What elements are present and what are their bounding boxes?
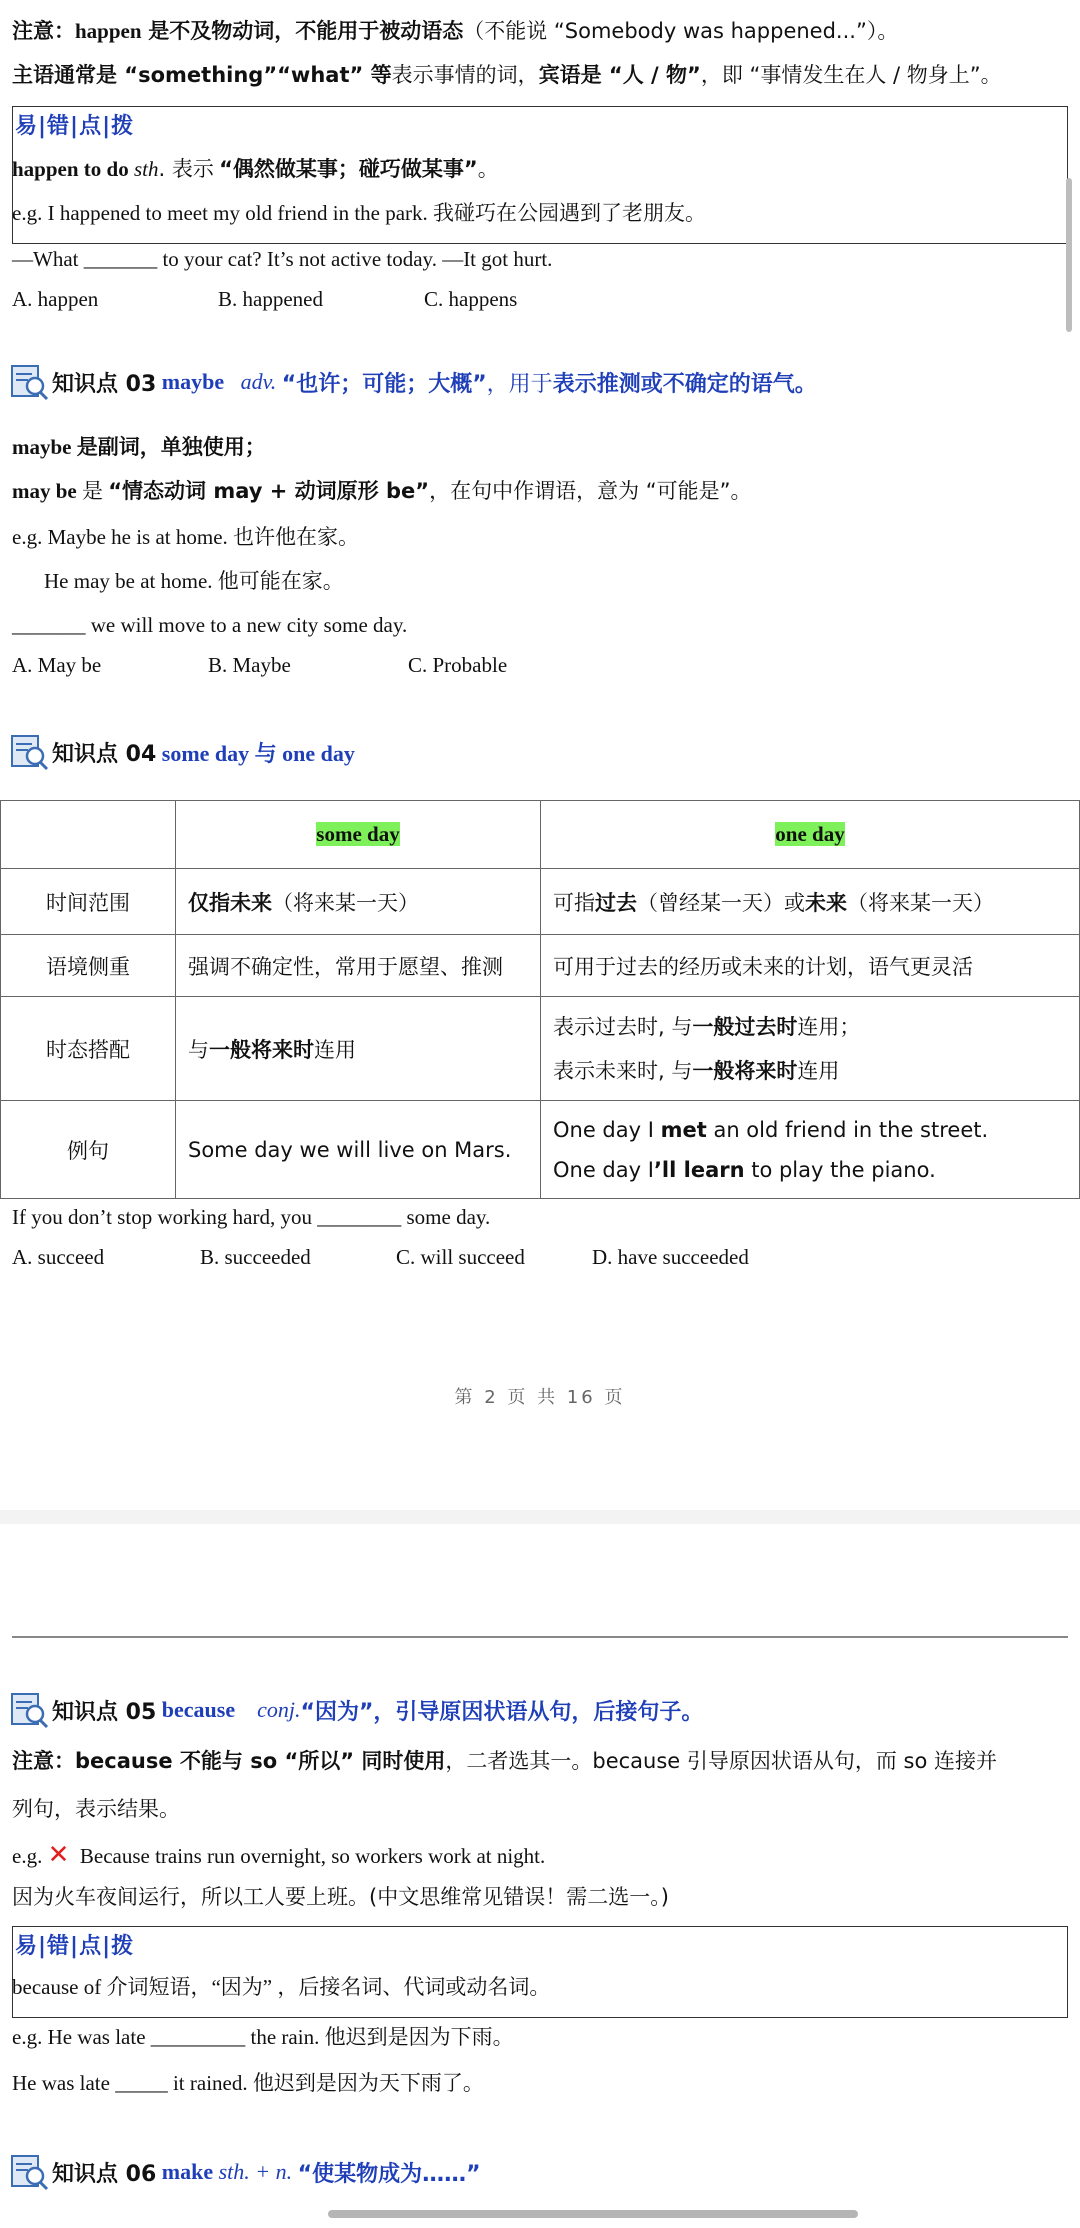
happen-example: e.g. I happened to meet my old friend in the park. 我碰巧在公园遇到了老朋友。 bbox=[12, 201, 707, 225]
table-header-cell: some day bbox=[176, 801, 541, 869]
knowledge-point-icon bbox=[10, 362, 50, 402]
yicuo-tag: 易|错|点|拨 bbox=[15, 1934, 135, 1959]
because-note: 注意：because 不能与 so “所以” 同时使用，二者选其一。because 引导原因状语从句，而 so 连接并 bbox=[12, 1749, 998, 1773]
row-label: 时间范围 bbox=[1, 869, 176, 935]
row-label: 例句 bbox=[1, 1101, 176, 1199]
table-header-cell bbox=[1, 801, 176, 869]
kp04-heading: 知识点 04 some day 与 one day bbox=[10, 732, 355, 772]
kp05-heading: 知识点 05 because conj. “因为”，引导原因状语从句，后接句子。 bbox=[10, 1690, 703, 1730]
page-break bbox=[0, 1510, 1080, 1524]
happen-subject-note: 主语通常是 “something”“what” 等表示事情的词，宾语是 “人 / 物”，即 “事情发生在人 / 物身上”。 bbox=[12, 63, 1002, 87]
vertical-scrollbar[interactable] bbox=[1066, 178, 1072, 332]
because-of-note: because of 介词短语，“因为” ，后接名词、代词或动名词。 bbox=[12, 1975, 551, 1999]
table-cell: One day I met an old friend in the street. One day I’ll learn to play the piano. bbox=[541, 1101, 1080, 1199]
happen-option-c: C. happens bbox=[424, 287, 518, 311]
because-example-2: He was late _____ it rained. 他迟到是因为天下雨了。 bbox=[12, 2071, 484, 2095]
comparison-table bbox=[0, 800, 1080, 1199]
table-cell: 与一般将来时连用 bbox=[176, 997, 541, 1101]
maybe-question: _______ we will move to a new city some day. bbox=[12, 613, 408, 637]
because-cn-line: 因为火车夜间运行，所以工人要上班。(中文思维常见错误！需二选一。) bbox=[12, 1885, 669, 1909]
table-row bbox=[1, 1101, 1080, 1199]
happen-option-b: B. happened bbox=[218, 287, 323, 311]
row-label: 语境侧重 bbox=[1, 935, 176, 997]
table-cell: 可用于过去的经历或未来的计划，语气更灵活 bbox=[541, 935, 1080, 997]
someday-option-a: A. succeed bbox=[12, 1245, 105, 1269]
happen-note: 注意：happen 是不及物动词，不能用于被动语态（不能说 “Somebody was happened...”）。 bbox=[12, 19, 899, 43]
table-row bbox=[1, 869, 1080, 935]
table-cell: 可指过去（曾经某一天）或未来（将来某一天） bbox=[541, 869, 1080, 935]
table-row bbox=[1, 997, 1080, 1101]
knowledge-point-icon bbox=[10, 1690, 50, 1730]
table-cell: 表示过去时, 与一般过去时连用； 表示未来时, 与一般将来时连用 bbox=[541, 997, 1080, 1101]
kp03-heading: 知识点 03 maybe adv. “也许；可能；大概” ，用于 表示推测或不确定的语气。 bbox=[10, 362, 817, 402]
wrong-x-icon: ✕ bbox=[47, 1840, 70, 1870]
someday-question: If you don’t stop working hard, you ________ some day. bbox=[12, 1205, 491, 1229]
kp06-heading: 知识点 06 make sth. + n. “使某物成为……” bbox=[10, 2152, 481, 2192]
maybe-usage: maybe 是副词，单独使用； bbox=[12, 435, 266, 459]
maybe-option-c: C. Probable bbox=[408, 653, 508, 677]
maybe-example-2: He may be at home. 他可能在家。 bbox=[44, 569, 344, 593]
table-header-row bbox=[1, 801, 1080, 869]
table-cell: Some day we will live on Mars. bbox=[176, 1101, 541, 1199]
may-be-usage: may be 是 “情态动词 may + 动词原形 be”，在句中作谓语，意为 “可能是”。 bbox=[12, 479, 752, 503]
horizontal-scrollbar[interactable] bbox=[328, 2210, 858, 2218]
happen-option-a: A. happen bbox=[12, 287, 99, 311]
someday-option-c: C. will succeed bbox=[396, 1245, 525, 1269]
because-wrong-example: e.g. ✕ Because trains run overnight, so workers work at night. bbox=[12, 1840, 546, 1870]
knowledge-point-icon bbox=[10, 732, 50, 772]
happen-phrase: happen to do sth. 表示 “偶然做某事；碰巧做某事”。 bbox=[12, 157, 499, 181]
page-footer: 第 2 页 共 16 页 bbox=[454, 1387, 626, 1408]
table-cell: 仅指未来（将来某一天） bbox=[176, 869, 541, 935]
because-of-example-1: e.g. He was late _________ the rain. 他迟到是因为下雨。 bbox=[12, 2025, 514, 2049]
row-label: 时态搭配 bbox=[1, 997, 176, 1101]
yicuo-tag: 易|错|点|拨 bbox=[15, 114, 135, 139]
maybe-option-b: B. Maybe bbox=[208, 653, 291, 677]
knowledge-point-icon bbox=[10, 2152, 50, 2192]
maybe-example-1: e.g. Maybe he is at home. 也许他在家。 bbox=[12, 525, 360, 549]
someday-option-d: D. have succeeded bbox=[592, 1245, 749, 1269]
table-header-cell: one day bbox=[541, 801, 1080, 869]
because-note-cont: 列句，表示结果。 bbox=[12, 1797, 180, 1821]
table-cell: 强调不确定性，常用于愿望、推测 bbox=[176, 935, 541, 997]
happen-question: —What _______ to your cat? It’s not active today. —It got hurt. bbox=[12, 247, 553, 271]
table-row bbox=[1, 935, 1080, 997]
someday-option-b: B. succeeded bbox=[200, 1245, 311, 1269]
maybe-option-a: A. May be bbox=[12, 653, 102, 677]
divider bbox=[12, 1636, 1068, 1638]
